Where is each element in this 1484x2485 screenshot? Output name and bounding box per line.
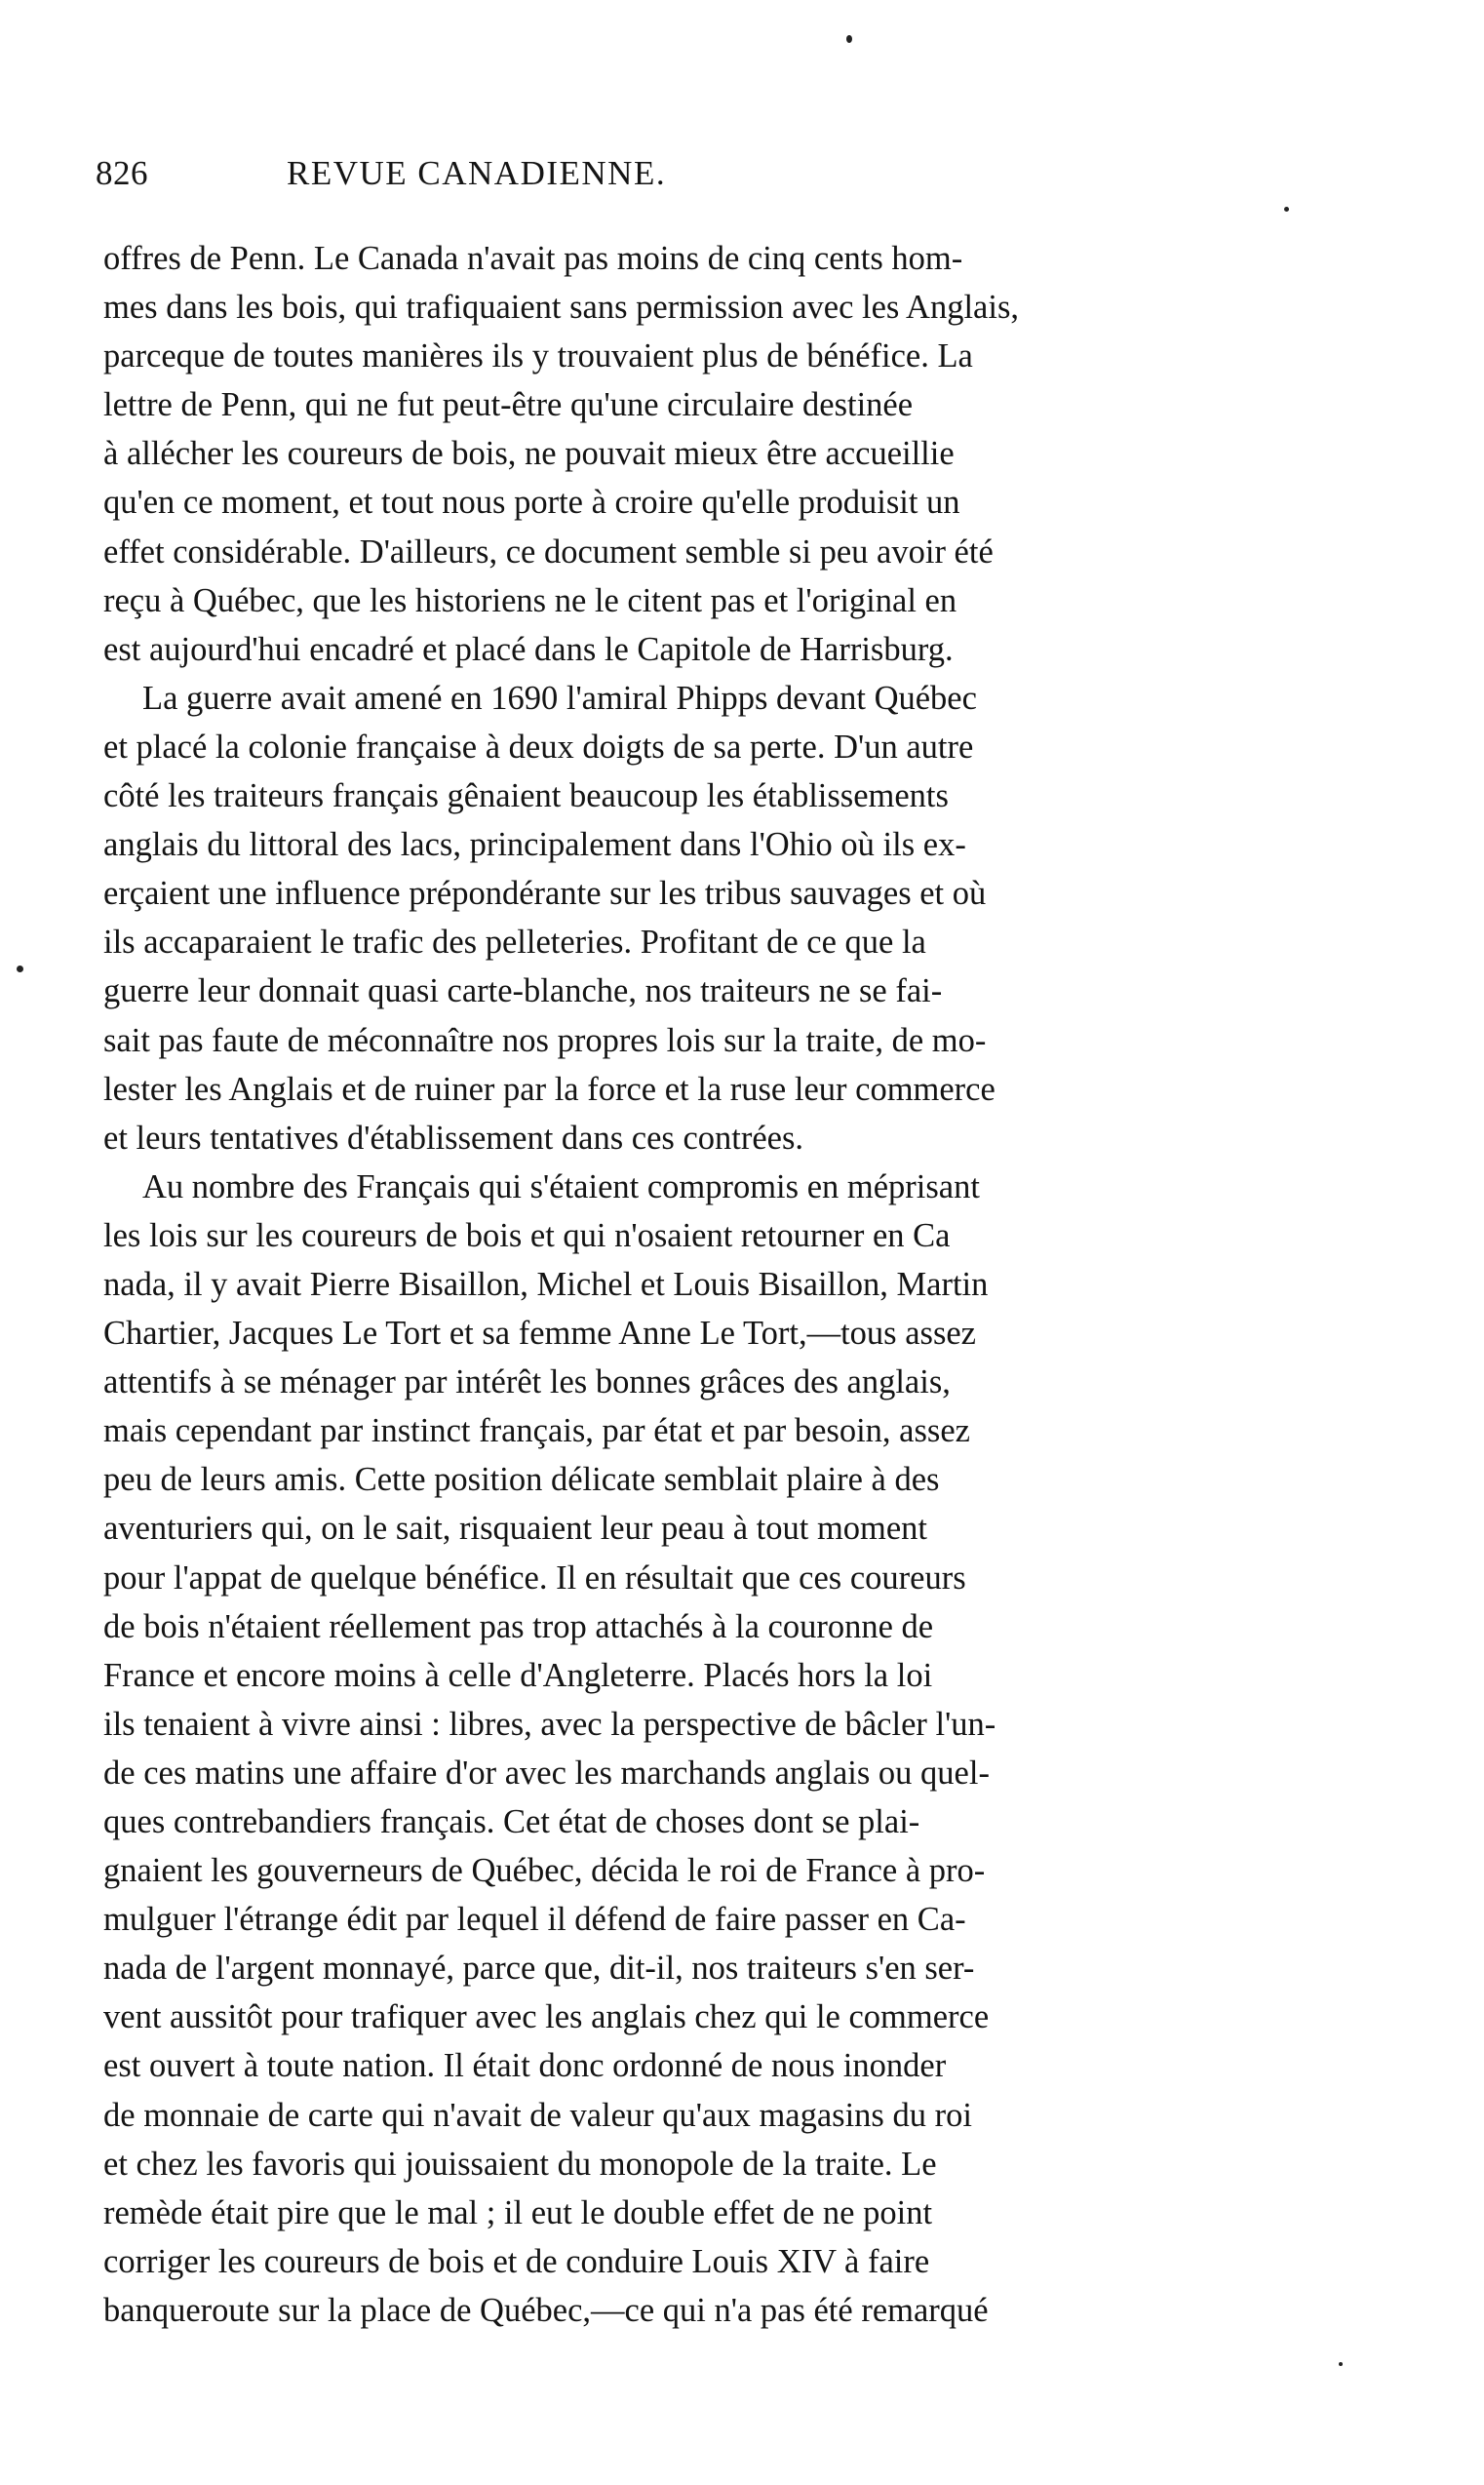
text-line: et chez les favoris qui jouissaient du monopole de la traite. Le bbox=[103, 2145, 937, 2183]
text-line: ils accaparaient le trafic des pelleteries. Profitant de ce que la bbox=[103, 924, 926, 962]
text-line: sait pas faute de méconnaître nos propres lois sur la traite, de mo- bbox=[103, 1021, 987, 1059]
text-line: à allécher les coureurs de bois, ne pouvait mieux être accueillie bbox=[103, 435, 955, 473]
text-line: ils tenaient à vivre ainsi : libres, avec la perspective de bâcler l'un- bbox=[103, 1705, 996, 1743]
running-title: REVUE CANADIENNE. bbox=[287, 154, 667, 192]
text-line: côté les traiteurs français gênaient beaucoup les établissements bbox=[103, 777, 949, 815]
text-line: offres de Penn. Le Canada n'avait pas moins de cinq cents hom- bbox=[103, 240, 963, 277]
text-line: de ces matins une affaire d'or avec les marchands anglais ou quel- bbox=[103, 1754, 990, 1792]
paragraph-2 bbox=[103, 674, 1273, 1163]
page-number: 826 bbox=[96, 154, 148, 192]
text-line: mais cependant par instinct français, par état et par besoin, assez bbox=[103, 1412, 970, 1450]
text-line: ques contrebandiers français. Cet état de choses dont se plai- bbox=[103, 1803, 920, 1840]
print-speck bbox=[1339, 2362, 1343, 2366]
text-line: mulguer l'étrange édit par lequel il défend de faire passer en Ca- bbox=[103, 1901, 966, 1939]
text-line: est ouvert à toute nation. Il était donc ordonné de nous inonder bbox=[103, 2047, 947, 2085]
print-speck bbox=[1284, 207, 1289, 212]
text-line: les lois sur les coureurs de bois et qui n'osaient retourner en Ca bbox=[103, 1216, 951, 1254]
print-speck bbox=[17, 966, 23, 972]
text-line: Au nombre des Français qui s'étaient compromis en méprisant bbox=[142, 1167, 980, 1205]
text-line: attentifs à se ménager par intérêt les bonnes grâces des anglais, bbox=[103, 1363, 951, 1401]
text-line: peu de leurs amis. Cette position délicate semblait plaire à des bbox=[103, 1461, 940, 1499]
print-speck bbox=[846, 35, 852, 43]
text-line: lettre de Penn, qui ne fut peut-être qu'une circulaire destinée bbox=[103, 386, 914, 424]
text-line: Chartier, Jacques Le Tort et sa femme Anne Le Tort,—tous assez bbox=[103, 1315, 976, 1353]
text-line: et leurs tentatives d'établissement dans ces contrées. bbox=[103, 1119, 804, 1157]
text-line: erçaient une influence prépondérante sur les tribus sauvages et où bbox=[103, 875, 987, 913]
text-line: France et encore moins à celle d'Angleterre. Placés hors la loi bbox=[103, 1656, 933, 1694]
text-line: parceque de toutes manières ils y trouvaient plus de bénéfice. La bbox=[103, 337, 973, 375]
text-line: anglais du littoral des lacs, principalement dans l'Ohio où ils ex- bbox=[103, 826, 966, 864]
text-line: vent aussitôt pour trafiquer avec les anglais chez qui le commerce bbox=[103, 1998, 990, 2036]
text-line: gnaient les gouverneurs de Québec, décida le roi de France à pro- bbox=[103, 1852, 986, 1890]
text-line: mes dans les bois, qui trafiquaient sans permission avec les Anglais, bbox=[103, 289, 1019, 327]
text-line: de bois n'étaient réellement pas trop attachés à la couronne de bbox=[103, 1607, 934, 1645]
text-line: banqueroute sur la place de Québec,—ce qui n'a pas été remarqué bbox=[103, 2291, 989, 2329]
text-line: de monnaie de carte qui n'avait de valeur qu'aux magasins du roi bbox=[103, 2096, 972, 2134]
text-line: effet considérable. D'ailleurs, ce document semble si peu avoir été bbox=[103, 532, 994, 571]
text-line: guerre leur donnait quasi carte-blanche, nos traiteurs ne se fai- bbox=[103, 972, 943, 1010]
text-line: nada de l'argent monnayé, parce que, dit-il, nos traiteurs s'en ser- bbox=[103, 1950, 975, 1988]
text-line: nada, il y avait Pierre Bisaillon, Michel et Louis Bisaillon, Martin bbox=[103, 1265, 989, 1303]
text-line: corriger les coureurs de bois et de conduire Louis XIV à faire bbox=[103, 2242, 930, 2280]
text-line: lester les Anglais et de ruiner par la force et la ruse leur commerce bbox=[103, 1070, 996, 1108]
text-line: pour l'appat de quelque bénéfice. Il en résultait que ces coureurs bbox=[103, 1558, 966, 1597]
text-line: La guerre avait amené en 1690 l'amiral Phipps devant Québec bbox=[142, 679, 977, 717]
text-line: reçu à Québec, que les historiens ne le citent pas et l'original en bbox=[103, 581, 957, 619]
text-line: est aujourd'hui encadré et placé dans le Capitole de Harrisburg. bbox=[103, 630, 954, 668]
text-line: qu'en ce moment, et tout nous porte à croire qu'elle produisit un bbox=[103, 484, 960, 522]
paragraph-1 bbox=[103, 234, 1273, 674]
paragraph-3 bbox=[103, 1163, 1273, 2335]
body-text bbox=[103, 234, 1273, 2335]
text-line: remède était pire que le mal ; il eut le double effet de ne point bbox=[103, 2193, 933, 2231]
text-line: et placé la colonie française à deux doigts de sa perte. D'un autre bbox=[103, 728, 974, 766]
page-header bbox=[96, 154, 915, 213]
text-line: aventuriers qui, on le sait, risquaient leur peau à tout moment bbox=[103, 1510, 928, 1548]
